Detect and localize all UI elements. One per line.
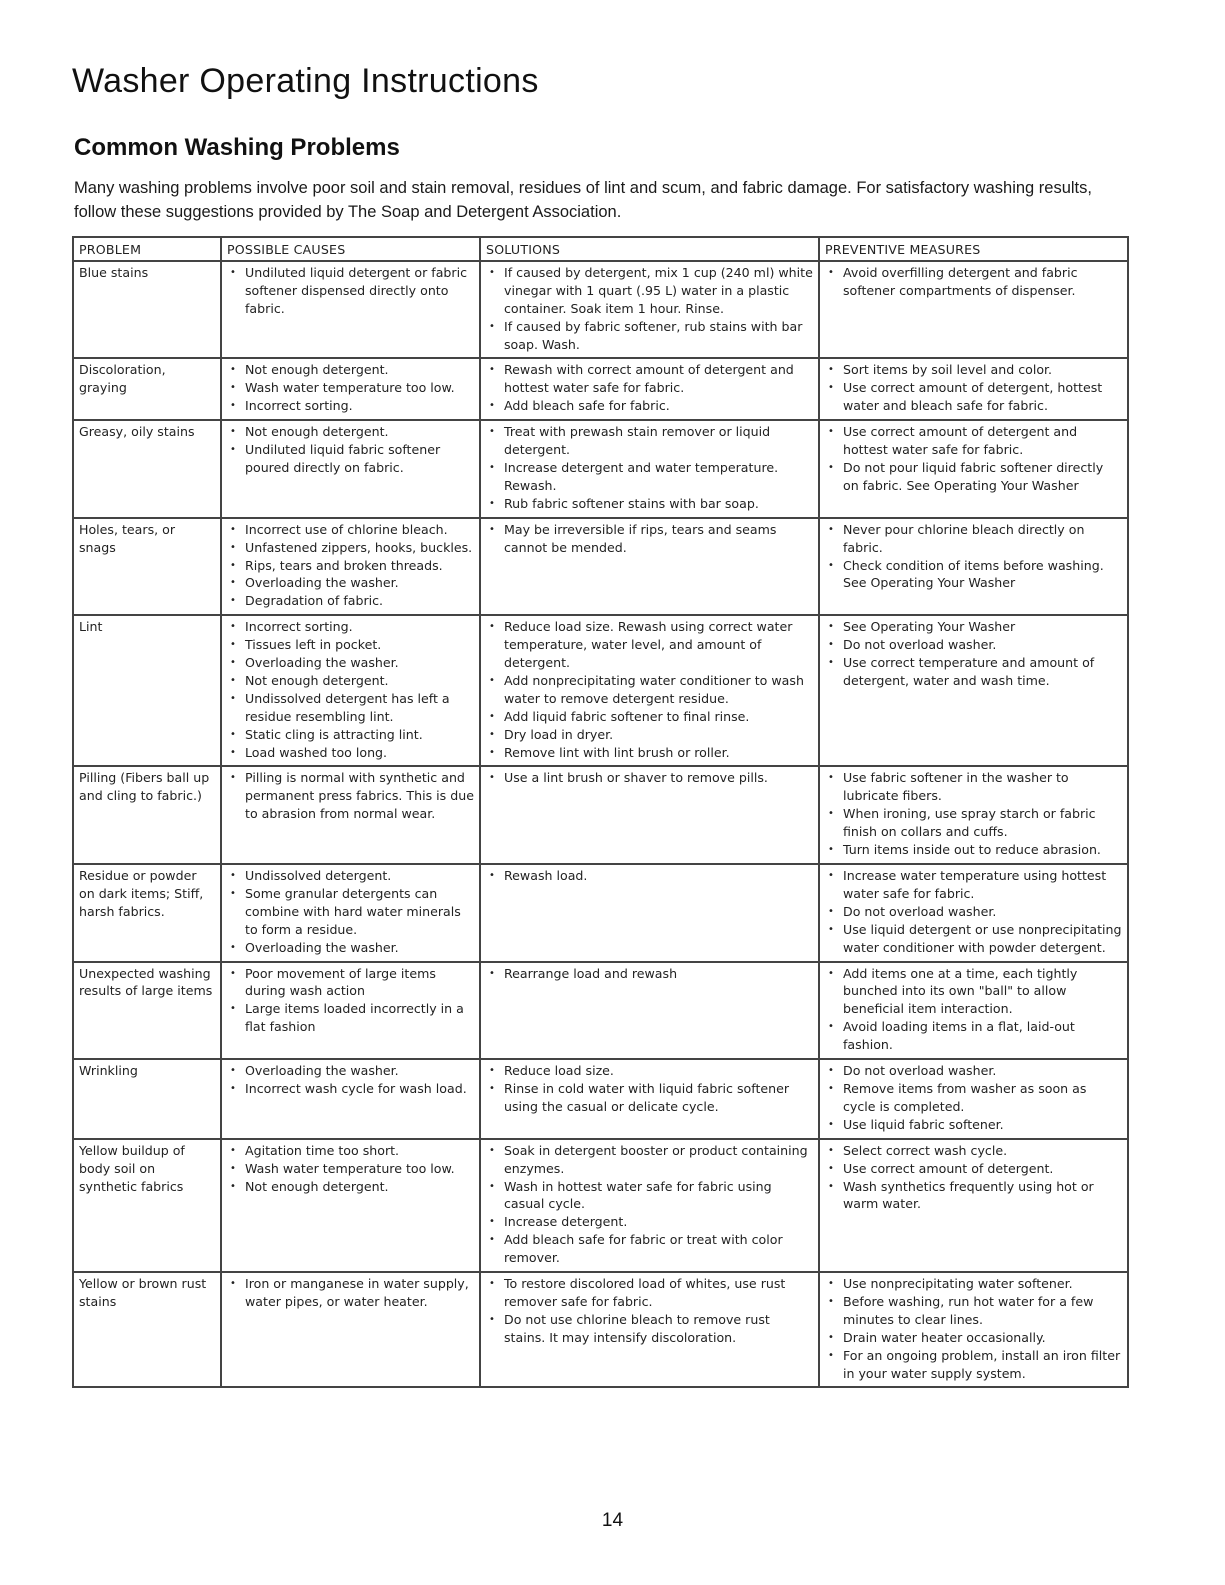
measure-item: • Never pour chlorine bleach directly on fabric. — [825, 521, 1122, 557]
solution-item: • Add bleach safe for fabric or treat with color remover. — [486, 1231, 813, 1267]
bullet-list — [825, 769, 1122, 859]
washing-problems-table — [72, 236, 1129, 1388]
causes-cell — [221, 1272, 480, 1387]
cause-item: • Not enough detergent. — [227, 423, 474, 441]
cause-item: • Undissolved detergent. — [227, 867, 474, 885]
solution-item: • Remove lint with lint brush or roller. — [486, 744, 813, 762]
bullet-list — [227, 1142, 474, 1196]
solutions-cell — [480, 1272, 819, 1387]
solution-item: • Rearrange load and rewash — [486, 965, 813, 983]
cause-item: • Pilling is normal with synthetic and permanent press fabrics. This is due to abrasion from normal wear. — [227, 769, 474, 823]
solution-item: • Wash in hottest water safe for fabric using casual cycle. — [486, 1178, 813, 1214]
measure-item: • Check condition of items before washing. See Operating Your Washer — [825, 557, 1122, 593]
measure-item: • See Operating Your Washer — [825, 618, 1122, 636]
bullet-list — [486, 965, 813, 983]
solution-item: • Rewash with correct amount of detergent and hottest water safe for fabric. — [486, 361, 813, 397]
measures-cell — [819, 518, 1128, 616]
bullet-list — [486, 1142, 813, 1267]
measure-item: • Use liquid detergent or use nonprecipitating water conditioner with powder detergent. — [825, 921, 1122, 957]
measure-item: • Sort items by soil level and color. — [825, 361, 1122, 379]
bullet-list — [825, 618, 1122, 690]
bullet-list — [227, 618, 474, 761]
measure-item: • Use liquid fabric softener. — [825, 1116, 1122, 1134]
cause-item: • Undissolved detergent has left a residue resembling lint. — [227, 690, 474, 726]
table-row — [73, 615, 1128, 766]
causes-cell — [221, 358, 480, 420]
bullet-list — [486, 867, 813, 885]
bullet-list — [227, 423, 474, 477]
measure-item: • Use correct amount of detergent, hottest water and bleach safe for fabric. — [825, 379, 1122, 415]
measures-cell — [819, 1059, 1128, 1139]
solution-item: • If caused by fabric softener, rub stains with bar soap. Wash. — [486, 318, 813, 354]
table-row — [73, 1139, 1128, 1272]
cause-item: • Poor movement of large items during wash action — [227, 965, 474, 1001]
bullet-list — [825, 264, 1122, 300]
bullet-list — [227, 867, 474, 957]
bullet-list — [486, 361, 813, 415]
table-row — [73, 518, 1128, 616]
page-title: Washer Operating Instructions — [72, 62, 539, 100]
solution-item: • Add bleach safe for fabric. — [486, 397, 813, 415]
measure-item: • Do not overload washer. — [825, 1062, 1122, 1080]
table-row — [73, 864, 1128, 962]
solution-item: • Increase detergent and water temperature. Rewash. — [486, 459, 813, 495]
cause-item: • Iron or manganese in water supply, water pipes, or water heater. — [227, 1275, 474, 1311]
bullet-list — [486, 769, 813, 787]
measure-item: • Increase water temperature using hottest water safe for fabric. — [825, 867, 1122, 903]
solution-item: • If caused by detergent, mix 1 cup (240 ml) white vinegar with 1 quart (.95 L) water in a plastic container. Soak item 1 hour. Rinse. — [486, 264, 813, 318]
header-solutions: SOLUTIONS — [480, 237, 819, 261]
cause-item: • Wash water temperature too low. — [227, 1160, 474, 1178]
solutions-cell — [480, 261, 819, 359]
cause-item: • Incorrect use of chlorine bleach. — [227, 521, 474, 539]
bullet-list — [486, 521, 813, 557]
problem-cell: Yellow or brown rust stains — [73, 1272, 221, 1387]
measure-item: • Use fabric softener in the washer to lubricate fibers. — [825, 769, 1122, 805]
table-row — [73, 358, 1128, 420]
solution-item: • Use a lint brush or shaver to remove pills. — [486, 769, 813, 787]
bullet-list — [227, 264, 474, 318]
solution-item: • Dry load in dryer. — [486, 726, 813, 744]
cause-item: • Agitation time too short. — [227, 1142, 474, 1160]
measure-item: • Do not pour liquid fabric softener directly on fabric. See Operating Your Washer — [825, 459, 1122, 495]
measures-cell — [819, 261, 1128, 359]
measures-cell — [819, 420, 1128, 518]
solution-item: • Rewash load. — [486, 867, 813, 885]
solutions-cell — [480, 615, 819, 766]
causes-cell — [221, 420, 480, 518]
cause-item: • Degradation of fabric. — [227, 592, 474, 610]
cause-item: • Incorrect sorting. — [227, 397, 474, 415]
solution-item: • Add liquid fabric softener to final rinse. — [486, 708, 813, 726]
bullet-list — [486, 618, 813, 761]
measure-item: • Select correct wash cycle. — [825, 1142, 1122, 1160]
cause-item: • Incorrect sorting. — [227, 618, 474, 636]
bullet-list — [486, 1062, 813, 1116]
cause-item: • Overloading the washer. — [227, 1062, 474, 1080]
measures-cell — [819, 766, 1128, 864]
measures-cell — [819, 864, 1128, 962]
solutions-cell — [480, 358, 819, 420]
solutions-cell — [480, 1059, 819, 1139]
measure-item: • Before washing, run hot water for a few minutes to clear lines. — [825, 1293, 1122, 1329]
solution-item: • Treat with prewash stain remover or liquid detergent. — [486, 423, 813, 459]
cause-item: • Not enough detergent. — [227, 1178, 474, 1196]
solutions-cell — [480, 864, 819, 962]
page-number: 14 — [601, 1510, 624, 1531]
table-header-row — [73, 237, 1128, 261]
solution-item: • To restore discolored load of whites, use rust remover safe for fabric. — [486, 1275, 813, 1311]
measure-item: • Drain water heater occasionally. — [825, 1329, 1122, 1347]
solution-item: • Rub fabric softener stains with bar soap. — [486, 495, 813, 513]
bullet-list — [825, 867, 1122, 957]
solutions-cell — [480, 766, 819, 864]
measure-item: • Do not overload washer. — [825, 636, 1122, 654]
bullet-list — [825, 423, 1122, 495]
bullet-list — [227, 965, 474, 1037]
causes-cell — [221, 615, 480, 766]
bullet-list — [227, 361, 474, 415]
measure-item: • Use correct temperature and amount of detergent, water and wash time. — [825, 654, 1122, 690]
measure-item: • Turn items inside out to reduce abrasion. — [825, 841, 1122, 859]
solutions-cell — [480, 1139, 819, 1272]
problem-cell: Pilling (Fibers ball up and cling to fabric.) — [73, 766, 221, 864]
causes-cell — [221, 766, 480, 864]
bullet-list — [227, 521, 474, 611]
measure-item: • Add items one at a time, each tightly bunched into its own "ball" to allow beneficial item interaction. — [825, 965, 1122, 1019]
intro-paragraph: Many washing problems involve poor soil and stain removal, residues of lint and scum, and fabric damage. For satisfactory washing results, follow these suggestions provided by The Soap and Detergent Association. — [74, 179, 1092, 221]
causes-cell — [221, 1139, 480, 1272]
table-row — [73, 962, 1128, 1060]
solution-item: • Do not use chlorine bleach to remove rust stains. It may intensify discoloration. — [486, 1311, 813, 1347]
measure-item: • When ironing, use spray starch or fabric finish on collars and cuffs. — [825, 805, 1122, 841]
solution-item: • Rinse in cold water with liquid fabric softener using the casual or delicate cycle. — [486, 1080, 813, 1116]
measures-cell — [819, 615, 1128, 766]
problem-cell: Yellow buildup of body soil on synthetic fabrics — [73, 1139, 221, 1272]
cause-item: • Overloading the washer. — [227, 939, 474, 957]
cause-item: • Overloading the washer. — [227, 574, 474, 592]
causes-cell — [221, 864, 480, 962]
causes-cell — [221, 518, 480, 616]
causes-cell — [221, 261, 480, 359]
problem-cell: Holes, tears, or snags — [73, 518, 221, 616]
table-row — [73, 1059, 1128, 1139]
solutions-cell — [480, 518, 819, 616]
solution-item: • May be irreversible if rips, tears and seams cannot be mended. — [486, 521, 813, 557]
causes-cell — [221, 962, 480, 1060]
cause-item: • Wash water temperature too low. — [227, 379, 474, 397]
table-row — [73, 420, 1128, 518]
bullet-list — [486, 1275, 813, 1347]
cause-item: • Large items loaded incorrectly in a flat fashion — [227, 1000, 474, 1036]
bullet-list — [825, 1142, 1122, 1214]
table-row — [73, 1272, 1128, 1387]
solutions-cell — [480, 420, 819, 518]
cause-item: • Undiluted liquid fabric softener poured directly on fabric. — [227, 441, 474, 477]
bullet-list — [486, 423, 813, 513]
bullet-list — [825, 1062, 1122, 1134]
cause-item: • Not enough detergent. — [227, 361, 474, 379]
solution-item: • Reduce load size. Rewash using correct water temperature, water level, and amount of detergent. — [486, 618, 813, 672]
cause-item: • Rips, tears and broken threads. — [227, 557, 474, 575]
bullet-list — [227, 1062, 474, 1098]
measure-item: • For an ongoing problem, install an iron filter in your water supply system. — [825, 1347, 1122, 1383]
solution-item: • Soak in detergent booster or product containing enzymes. — [486, 1142, 813, 1178]
measure-item: • Avoid loading items in a flat, laid-out fashion. — [825, 1018, 1122, 1054]
solution-item: • Add nonprecipitating water conditioner to wash water to remove detergent residue. — [486, 672, 813, 708]
problem-cell: Unexpected washing results of large items — [73, 962, 221, 1060]
bullet-list — [825, 1275, 1122, 1382]
measures-cell — [819, 1139, 1128, 1272]
bullet-list — [227, 1275, 474, 1311]
problem-cell: Greasy, oily stains — [73, 420, 221, 518]
cause-item: • Load washed too long. — [227, 744, 474, 762]
measure-item: • Use correct amount of detergent and hottest water safe for fabric. — [825, 423, 1122, 459]
solution-item: • Reduce load size. — [486, 1062, 813, 1080]
measure-item: • Use nonprecipitating water softener. — [825, 1275, 1122, 1293]
problem-cell: Blue stains — [73, 261, 221, 359]
problem-cell: Discoloration, graying — [73, 358, 221, 420]
measures-cell — [819, 358, 1128, 420]
measures-cell — [819, 962, 1128, 1060]
bullet-list — [825, 965, 1122, 1055]
bullet-list — [227, 769, 474, 823]
table-row — [73, 766, 1128, 864]
bullet-list — [825, 521, 1122, 593]
problem-cell: Residue or powder on dark items; Stiff, harsh fabrics. — [73, 864, 221, 962]
problem-cell: Lint — [73, 615, 221, 766]
table-row — [73, 261, 1128, 359]
cause-item: • Unfastened zippers, hooks, buckles. — [227, 539, 474, 557]
measure-item: • Wash synthetics frequently using hot or warm water. — [825, 1178, 1122, 1214]
cause-item: • Overloading the washer. — [227, 654, 474, 672]
header-possible-causes: POSSIBLE CAUSES — [221, 237, 480, 261]
problem-cell: Wrinkling — [73, 1059, 221, 1139]
cause-item: • Some granular detergents can combine with hard water minerals to form a residue. — [227, 885, 474, 939]
cause-item: • Static cling is attracting lint. — [227, 726, 474, 744]
measure-item: • Use correct amount of detergent. — [825, 1160, 1122, 1178]
cause-item: • Tissues left in pocket. — [227, 636, 474, 654]
header-preventive-measures: PREVENTIVE MEASURES — [819, 237, 1128, 261]
section-heading: Common Washing Problems — [74, 134, 400, 161]
solutions-cell — [480, 962, 819, 1060]
measures-cell — [819, 1272, 1128, 1387]
bullet-list — [486, 264, 813, 354]
cause-item: • Undiluted liquid detergent or fabric softener dispensed directly onto fabric. — [227, 264, 474, 318]
solution-item: • Increase detergent. — [486, 1213, 813, 1231]
bullet-list — [825, 361, 1122, 415]
measure-item: • Avoid overfilling detergent and fabric softener compartments of dispenser. — [825, 264, 1122, 300]
measure-item: • Remove items from washer as soon as cycle is completed. — [825, 1080, 1122, 1116]
cause-item: • Incorrect wash cycle for wash load. — [227, 1080, 474, 1098]
causes-cell — [221, 1059, 480, 1139]
header-problem: PROBLEM — [73, 237, 221, 261]
measure-item: • Do not overload washer. — [825, 903, 1122, 921]
cause-item: • Not enough detergent. — [227, 672, 474, 690]
